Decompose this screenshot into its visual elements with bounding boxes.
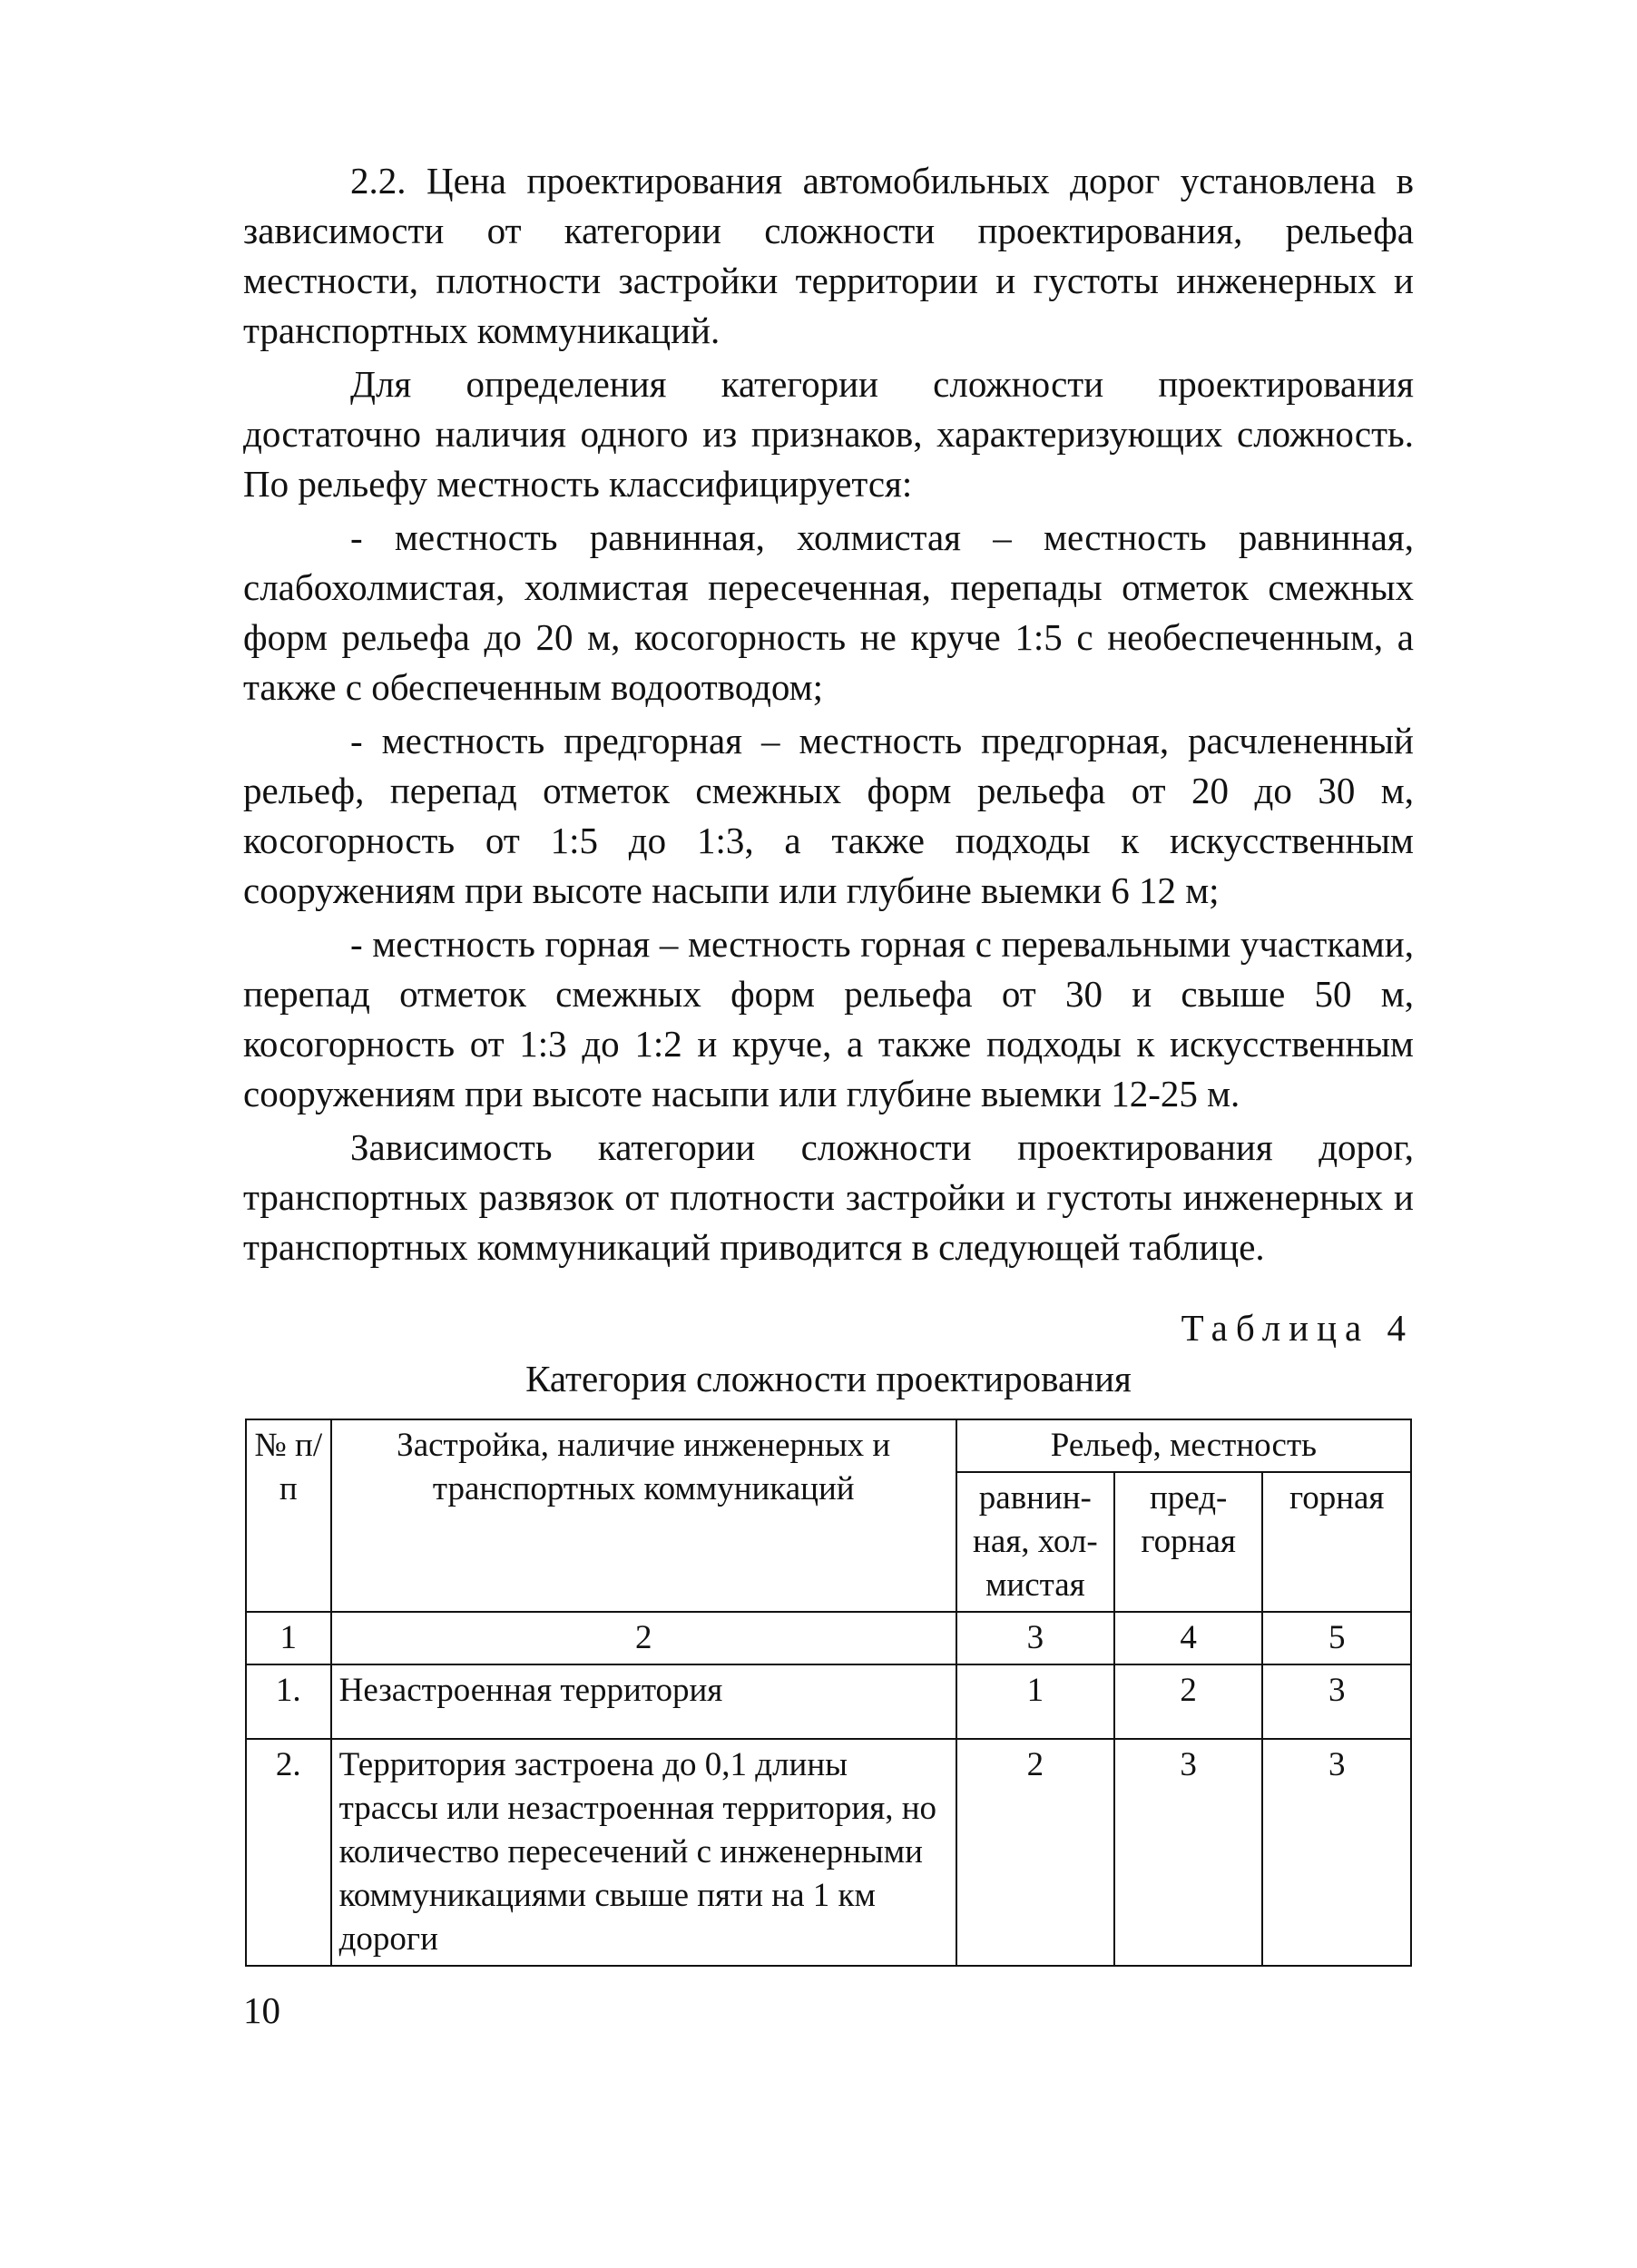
header-num: № п/п	[246, 1419, 331, 1612]
row-value-mountain: 3	[1262, 1664, 1411, 1739]
column-number-row	[246, 1612, 1411, 1664]
row-value-foothill: 2	[1114, 1664, 1263, 1739]
column-number: 3	[956, 1612, 1114, 1664]
row-value-mountain: 3	[1262, 1739, 1411, 1966]
column-number: 5	[1262, 1612, 1411, 1664]
page-number: 10	[243, 1989, 280, 2031]
body-text	[243, 156, 1414, 1276]
row-value-flat: 1	[956, 1664, 1114, 1739]
row-value-foothill: 3	[1114, 1739, 1263, 1966]
header-foothill: пред-горная	[1114, 1472, 1263, 1612]
table-header-row	[246, 1419, 1411, 1472]
row-description: Территория застроена до 0,1 длины трассы или незастроенная территория, но количество пересечений с инженерными коммуникациями свыше пяти на 1 км дороги	[331, 1739, 956, 1966]
paragraph-flat-terrain: - местность равнинная, холмистая – местность равнинная, слабохолмистая, холмистая пересеченная, перепады отметок смежных форм рельефа до 20 м, косогорность не круче 1:5 с необеспеченным, а также с обеспеченным водоотводом;	[243, 516, 1414, 708]
header-description: Застройка, наличие инженерных и транспортных коммуникаций	[331, 1419, 956, 1612]
row-value-flat: 2	[956, 1739, 1114, 1966]
column-number: 1	[246, 1612, 331, 1664]
table-row	[246, 1739, 1411, 1966]
paragraph-category-definition: Для определения категории сложности проектирования достаточно наличия одного из признаков, характеризующих сложность. По рельефу местность классифицируется:	[243, 363, 1414, 505]
row-num: 2.	[246, 1739, 331, 1966]
header-mountain: горная	[1262, 1472, 1411, 1612]
table-row	[246, 1664, 1411, 1739]
table-caption: Таблица 4	[1181, 1307, 1414, 1349]
column-number: 4	[1114, 1612, 1263, 1664]
row-num: 1.	[246, 1664, 331, 1739]
paragraph-price: 2.2. Цена проектирования автомобильных дорог установлена в зависимости от категории сложности проектирования, рельефа местности, плотности застройки территории и густоты инженерных и транспортных коммуникаций.	[243, 160, 1414, 351]
complexity-table	[245, 1419, 1412, 1967]
table-title: Категория сложности проектирования	[525, 1358, 1132, 1399]
header-flat: равнин-ная, хол-мистая	[956, 1472, 1114, 1612]
paragraph-mountain-terrain: - местность горная – местность горная с перевальными участками, перепад отметок смежных форм рельефа от 30 и свыше 50 м, косогорность от 1:3 до 1:2 и круче, а также подходы к искусственным сооружениям при высоте насыпи или глубине выемки 12-25 м.	[243, 923, 1414, 1114]
column-number: 2	[331, 1612, 956, 1664]
paragraph-dependency: Зависимость категории сложности проектирования дорог, транспортных развязок от плотности застройки и густоты инженерных и транспортных коммуникаций приводится в следующей таблице.	[243, 1126, 1414, 1268]
header-relief-group: Рельеф, местность	[956, 1419, 1411, 1472]
row-description: Незастроенная территория	[331, 1664, 956, 1739]
paragraph-foothill-terrain: - местность предгорная – местность предгорная, расчлененный рельеф, перепад отметок смежных форм рельефа от 20 до 30 м, косогорность от 1:5 до 1:3, а также подходы к искусственным сооружениям при высоте насыпи или глубине выемки 6 12 м;	[243, 720, 1414, 911]
